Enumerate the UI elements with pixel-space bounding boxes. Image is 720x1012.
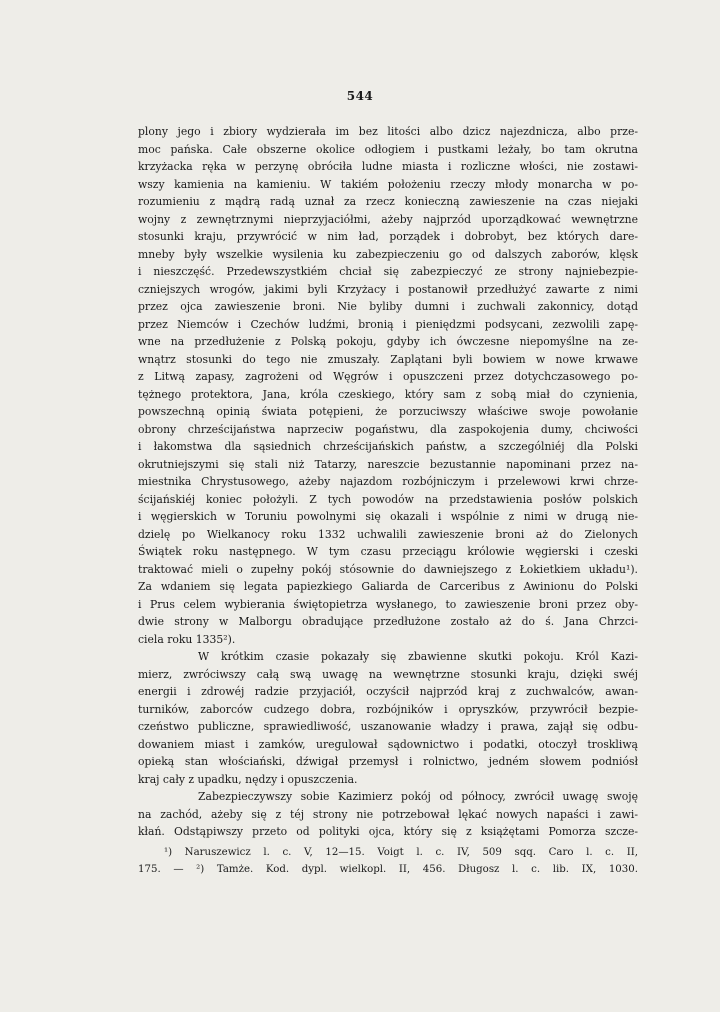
text-line: mneby były wszelkie wysilenia ku zabezpieczeniu go od dalszych zaborów, klęsk [138,247,638,261]
text-line: i łakomstwa dla sąsiednich chrześcijańskich państw, a szczególniéj dla Polski [138,440,638,453]
text-line: Za wdaniem się legata papiezkiego Galiarda de Carceribus z Awinionu do Polski [138,580,638,593]
text-line: na zachód, ażeby się z téj strony nie potrzebował lękać nowych napaści i zawi- [138,807,638,821]
body-text [138,123,638,841]
text-line: wnątrz stosunki do tego nie zmuszały. Zaplątani byli bowiem w nowe krwawe [138,352,638,366]
text-line: Świątek roku następnego. W tym czasu przeciągu królowie węgierski i czeski [138,545,638,558]
text-line: moc pańska. Całe obszerne okolice odłogiem i pustkami leżały, bo tam okrutna [138,142,638,156]
text-line: dowaniem miast i zamków, uregulował sądownictwo i podatki, otoczył troskliwą [138,737,638,751]
text-line: i Prus celem wybierania świętopietrza wysłanego, to zawieszenie broni przez oby- [138,597,638,611]
text-line: opieką stan włościański, dźwigał przemysł i rolnictwo, jedném słowem podniósł [138,755,638,768]
text-line: kłań. Odstąpiwszy przeto od polityki ojca, który się z książętami Pomorza szcze- [138,825,638,838]
text-line: ścijańskiéj koniec położyli. Z tych powodów na przedstawienia posłów polskich [138,492,638,506]
text-line: rozumieniu z mądrą radą uznał za rzecz konieczną zawieszenie na czas niejaki [138,195,638,208]
text-line: energii i zdrowéj radzie przyjaciół, oczyścił najprzód kraj z zuchwalców, awan- [138,685,638,698]
text-line: przez ojca zawieszenie broni. Nie byliby dumni i zuchwali zakonnicy, dotąd [138,300,638,313]
text-line: plony jego i zbiory wydzierała im bez litości albo dzicz najezdnicza, albo prze- [138,125,638,138]
text-line: ciela roku 1335²). [138,632,236,646]
page-number: 544 [346,89,374,103]
text-line: i węgierskich w Toruniu powolnymi się okazali i wspólnie z nimi w drugą nie- [138,510,638,523]
footnote-line: 175. — ²) Tamże. Kod. dypl. wielkopl. II, 456. Długosz l. c. lib. IX, 1030. [138,864,638,875]
text-line: czniejszych wrogów, jakimi byli Krzyżacy i postanowił przedłużyć zawarte z nimi [138,282,638,296]
text-line: przez Niemców i Czechów ludźmi, bronią i pieniędzmi podsycani, zezwolili zapę- [138,317,638,331]
text-line: wszy kamienia na kamieniu. W takiém położeniu rzeczy młody monarcha w po- [138,177,638,191]
text-line: dwie strony w Malborgu obradujące przedłużone zostało aż do ś. Jana Chrzci- [138,615,638,628]
text-line: kraj cały z upadku, nędzy i opuszczenia. [138,772,358,786]
text-line: W krótkim czasie pokazały się zbawienne skutki pokoju. Król Kazi- [198,650,638,663]
text-line: Zabezpieczywszy sobie Kazimierz pokój od północy, zwrócił uwagę swoję [198,790,638,803]
text-line: powszechną opinią świata potępieni, że porzuciwszy właściwe swoje powołanie [138,405,638,418]
text-line: wne na przedłużenie z Polską pokoju, gdyby ich ówczesne niepomyślne na ze- [138,335,638,348]
text-line: dzielę po Wielkanocy roku 1332 uchwalili zawieszenie broni aż do Zielonych [138,527,638,541]
text-line: czeństwo publiczne, sprawiedliwość, uszanowanie władzy i prawa, zajął się odbu- [138,720,638,733]
text-line: turników, zaborców cudzego dobra, rozbójników i opryszków, przywrócił bezpie- [138,702,638,716]
text-line: i nieszczęść. Przedewszystkiém chciał się zabezpieczyć ze strony najniebezpie- [138,265,638,278]
text-line: obrony chrześcijaństwa naprzeciw pogaństwu, dla zaspokojenia dumy, chciwości [138,422,638,436]
text-line: stosunki kraju, przywrócić w nim ład, porządek i dobrobyt, bez których dare- [138,230,638,243]
text-line: mierz, zwróciwszy całą swą uwagę na wewnętrzne stosunki kraju, dzięki swéj [138,667,638,681]
footnote-line: ¹) Naruszewicz l. c. V, 12—15. Voigt l. c. IV, 509 sqq. Caro l. c. II, [164,847,638,858]
text-line: krzyżacka ręka w perzynę obróciła ludne miasta i rozliczne włości, nie zostawi- [138,160,638,173]
text-line: okrutniejszymi się stali niż Tatarzy, nareszcie bezustannie napominani przez na- [138,457,638,471]
text-line: traktować mieli o zupełny pokój stósownie do dawniejszego z Łokietkiem układu¹). [138,562,638,576]
text-line: tężnego protektora, Jana, króla czeskiego, który sam z sobą miał do czynienia, [138,387,638,401]
text-line: wojny z zewnętrznymi nieprzyjaciółmi, ażeby najprzód uporządkować wewnętrzne [138,212,638,226]
footnotes [138,844,638,878]
text-line: miestnika Chrystusowego, ażeby najazdom rozbójniczym i przelewowi krwi chrze- [138,475,638,488]
text-line: z Litwą zapasy, zagrożeni od Węgrów i opuszczeni przez dotychczasowego po- [138,370,638,383]
